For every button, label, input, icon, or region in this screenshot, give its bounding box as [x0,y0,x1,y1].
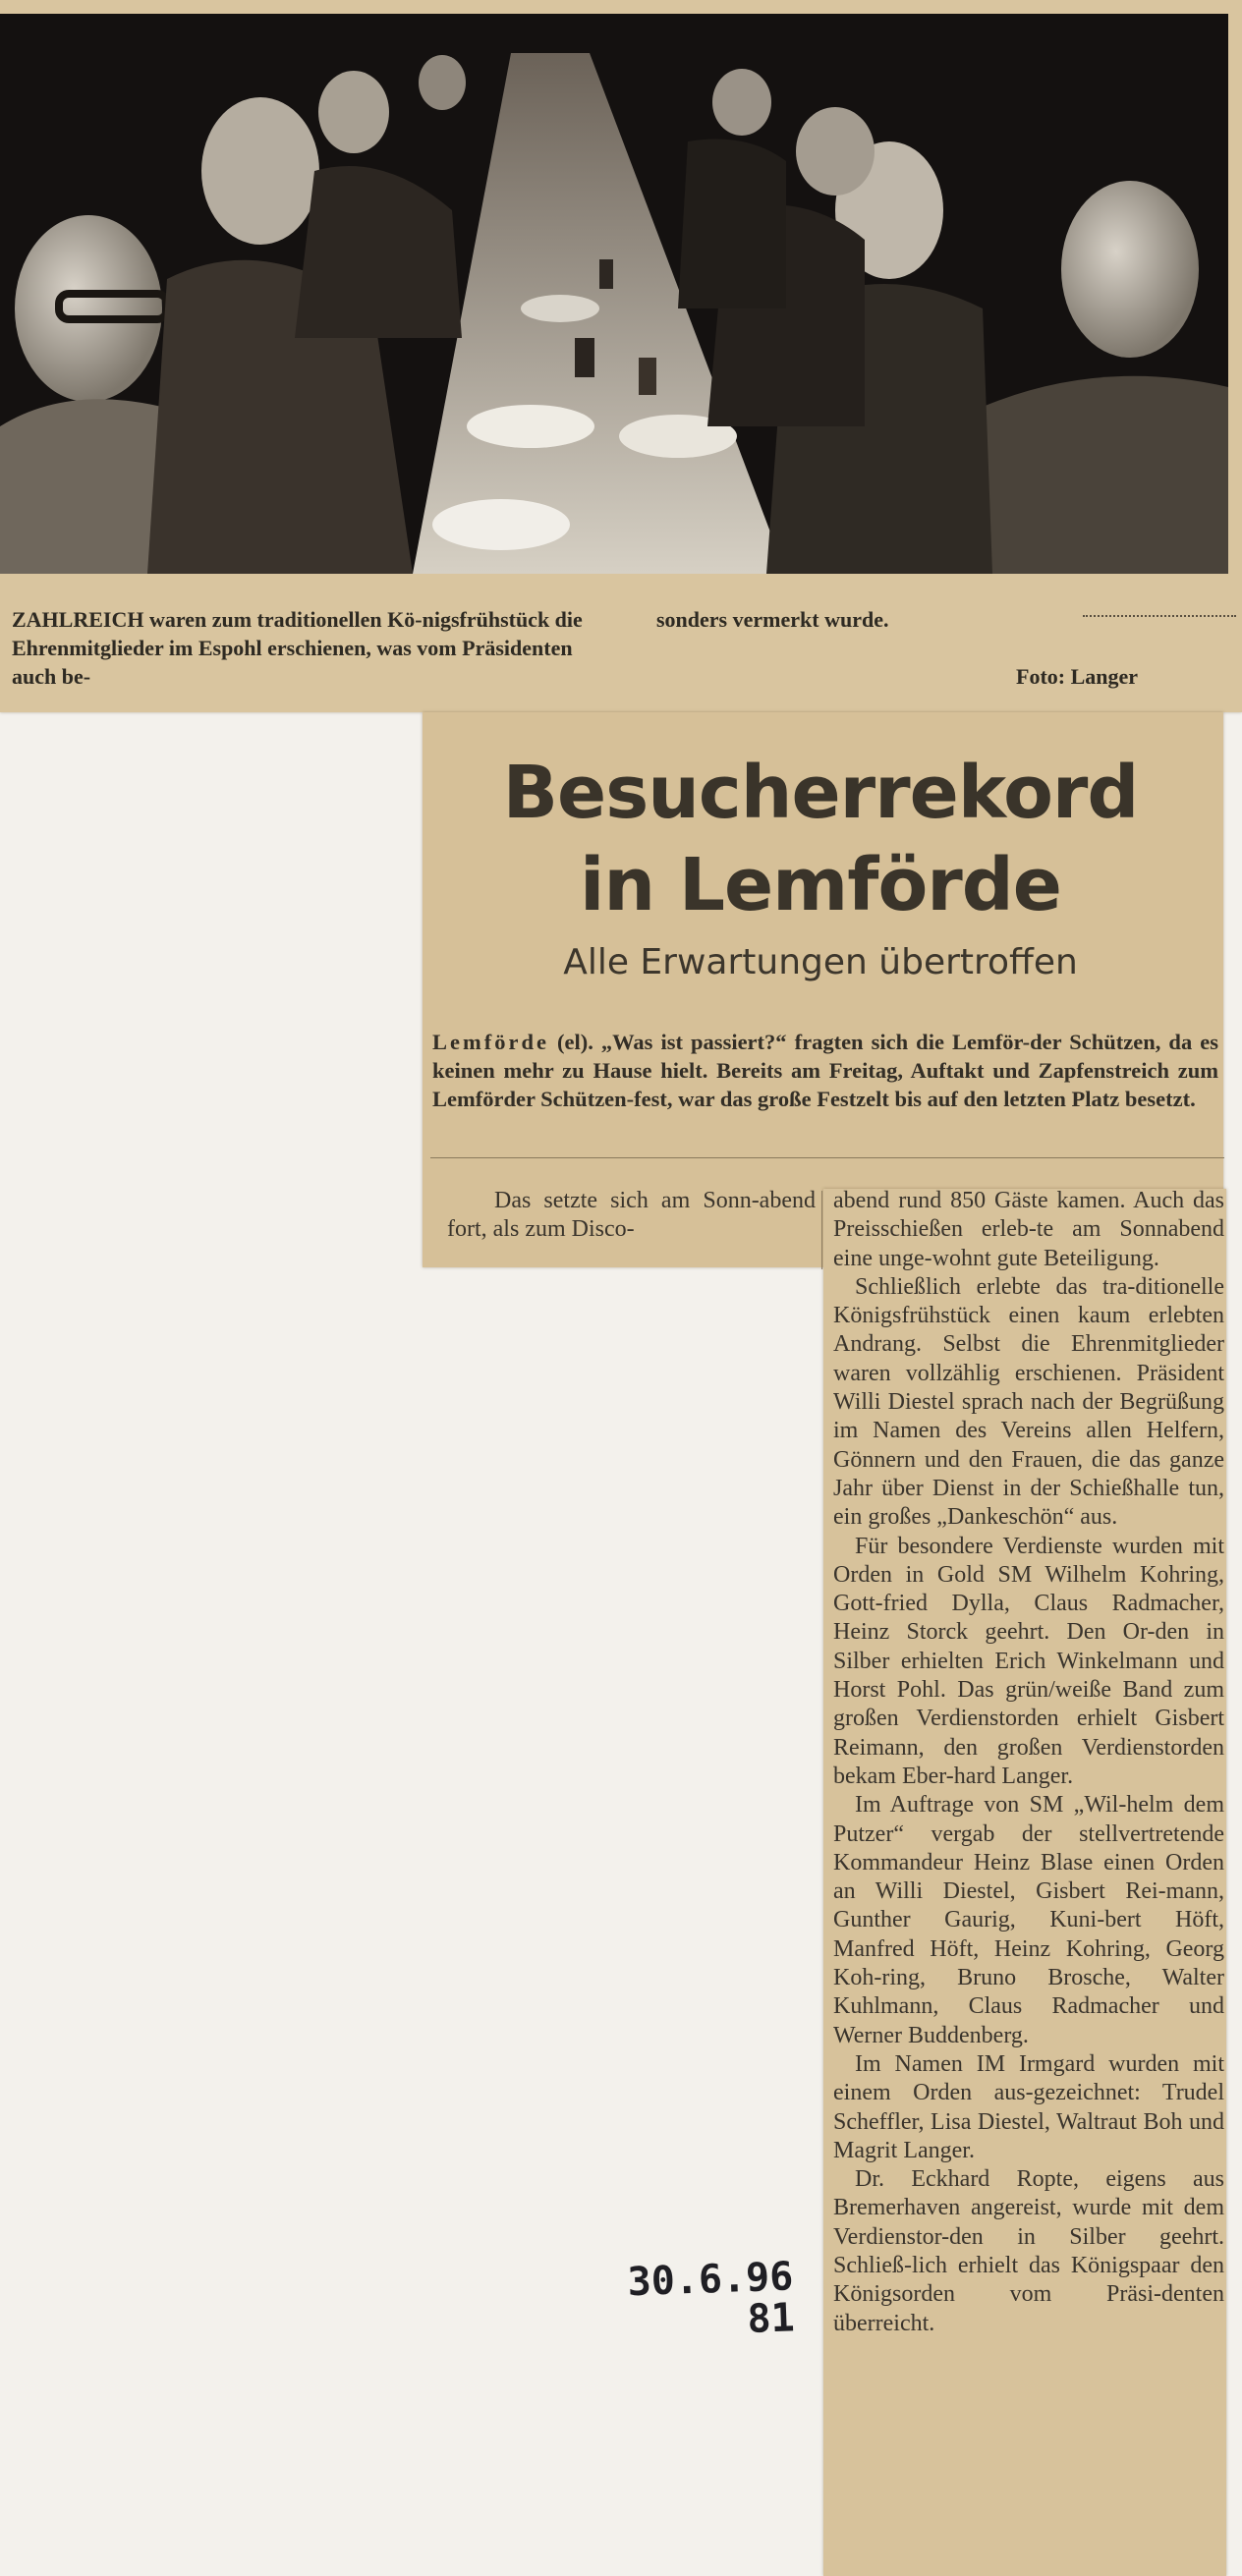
banquet-photo [0,14,1228,574]
paragraph: Im Namen IM Irmgard wurden mit einem Orden aus-gezeichnet: Trudel Scheffler, Lisa Diestel, Waltraut Boh und Magrit Langer. [833,2050,1224,2163]
caption-text-right: sonders vermerkt wurde. [656,607,889,632]
photo-credit: Foto: Langer [1016,664,1139,689]
paragraph: abend rund 850 Gäste kamen. Auch das Preisschießen erleb-te am Sonnabend eine unge-wohnt gute Beteiligung. [833,1188,1224,1271]
article-lead [432,1028,1218,1113]
paragraph: Im Auftrage von SM „Wil-helm dem Putzer“ vergab der stellvertretende Kommandeur Heinz Blase einen Orden an Willi Diestel, Gisbert Rei-mann, Gunther Gaurig, Kuni-bert Höft, Manfred Höft, Heinz Kohring, Georg Koh-ring, Bruno Brosche, Walter Kuhlmann, Claus Radmacher und Werner Buddenberg. [833,1792,1224,2048]
headline-line-1: Besucherrekord [502,751,1139,835]
paragraph: Für besondere Verdienste wurden mit Orden in Gold SM Wilhelm Kohring, Gott-fried Dylla, Claus Radmacher, Heinz Storck geehrt. Den Or-den in Silber erhielten Erich Winkelmann und Horst Pohl. Das grün/weiße Band zum großen Verdienstorden erhielt Gisbert Reimann, den großen Verdienstorden bekam Eber-hard Langer. [833,1533,1224,1789]
column-divider [821,1191,822,1269]
caption-text-left: ZAHLREICH waren zum traditionellen Kö-nigsfrühstück die Ehrenmitglieder im Espohl erschienen, was vom Präsidenten auch be- [12,607,583,689]
caption-rule [1083,615,1236,617]
paragraph: Dr. Eckhard Ropte, eigens aus Bremerhaven angereist, wurde mit dem Verdienstor-den in Silber geehrt. Schließ-lich erhielt das Königspaar den Königsorden vom Präsi-denten überreicht. [833,2166,1224,2336]
lead-separator [430,1157,1224,1158]
article-column-left [447,1187,816,1245]
article-subheadline: Alle Erwartungen übertroffen [563,942,1078,982]
banquet-photo-icon [0,14,1228,574]
lead-text: (el). „Was ist passiert?“ fragten sich die Lemför-der Schützen, da es keinen mehr zu Hause hielt. Bereits am Freitag, Auftakt und Zapfenstreich zum Lemförder Schützen-fest, war das große Festzelt bis auf den letzten Platz besetzt. [432,1030,1218,1111]
headline-line-2: in Lemförde [580,843,1061,927]
handwritten-number: 81 [746,2295,796,2342]
paragraph: Das setzte sich am Sonn-abend fort, als zum Disco- [447,1188,816,1243]
paragraph: Schließlich erlebte das tra-ditionelle Königsfrühstück einen kaum erlebten Andrang. Selbst die Ehrenmitglieder waren vollzählig erschienen. Präsident Willi Diestel sprach nach der Begrüßung im Namen des Vereins allen Helfern, Gönnern und den Frauen, die das ganze Jahr über Dienst in der Schießhalle tun, ein großes „Dankeschön“ aus. [833,1273,1224,1531]
lead-dateline: Lemförde [432,1030,549,1054]
handwritten-date: 30.6.96 [626,2254,795,2306]
article-column-right [833,1187,1224,2338]
article-headline [432,747,1209,931]
handwritten-note [587,2256,796,2345]
